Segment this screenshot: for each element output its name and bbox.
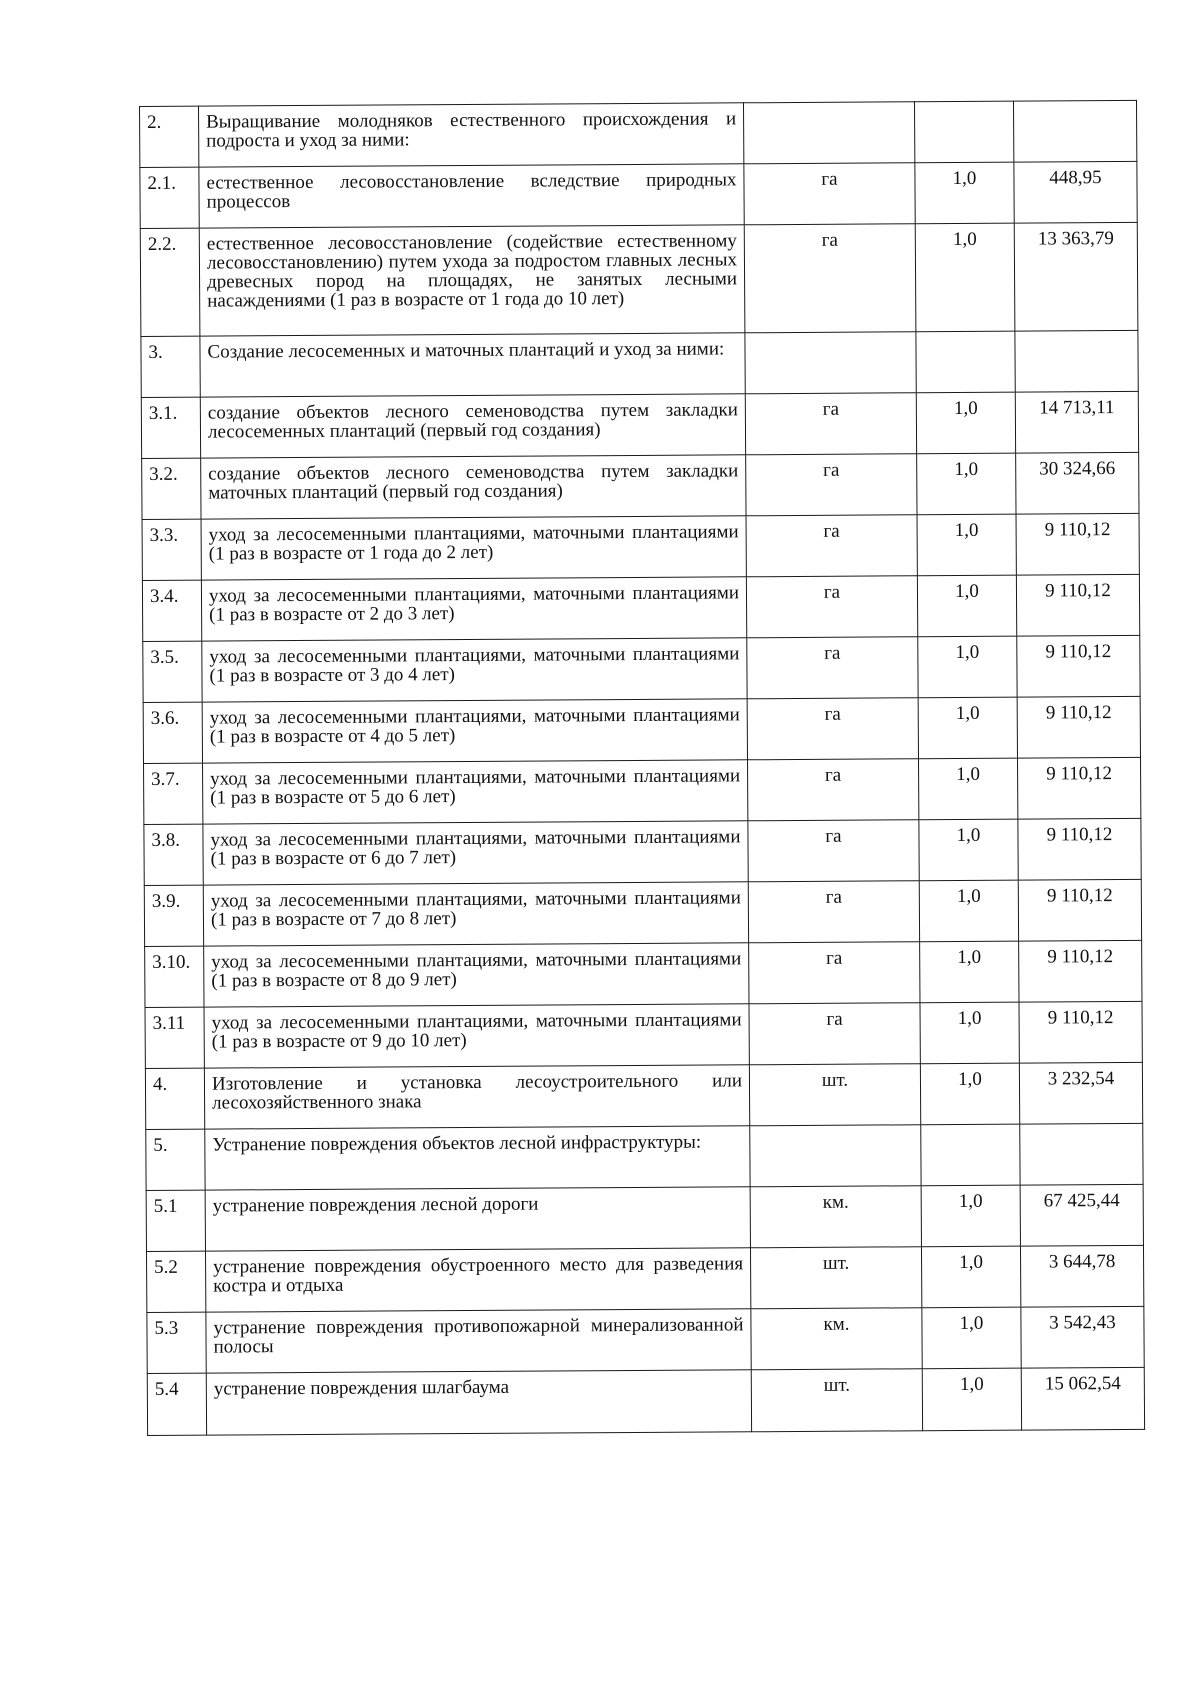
table-row (142, 513, 1139, 580)
unit-of-measure-cell (750, 1125, 921, 1187)
coefficient-cell: 1,0 (917, 453, 1016, 515)
table-row (141, 330, 1138, 397)
row-number-cell: 3.9. (144, 885, 203, 946)
coefficient-cell (916, 331, 1015, 393)
row-number-cell: 3.4. (142, 580, 201, 641)
rate-value-cell: 9 110,12 (1017, 696, 1140, 758)
row-number-cell: 3.7. (144, 763, 203, 824)
work-name-cell: уход за лесосеменными плантациями, маточными плантациями (1 раз в возрасте от 3 до 4 лет) (202, 638, 747, 702)
unit-of-measure-cell: га (747, 698, 918, 760)
row-number-cell: 5.2 (146, 1251, 205, 1312)
unit-of-measure-cell (745, 332, 916, 394)
table-row (143, 696, 1140, 763)
unit-of-measure-cell: шт. (751, 1369, 922, 1432)
row-number-cell: 2. (140, 106, 199, 167)
rate-value-cell: 13 363,79 (1014, 222, 1138, 331)
coefficient-cell: 1,0 (917, 514, 1016, 576)
table-row (146, 1184, 1143, 1251)
table-row (143, 635, 1140, 702)
rate-value-cell: 3 542,43 (1021, 1306, 1144, 1368)
coefficient-cell: 1,0 (922, 1368, 1021, 1431)
coefficient-cell: 1,0 (920, 941, 1019, 1003)
rate-value-cell: 9 110,12 (1016, 513, 1139, 575)
coefficient-cell: 1,0 (919, 819, 1018, 881)
work-name-cell: Устранение повреждения объектов лесной инфраструктуры: (205, 1126, 750, 1190)
coefficient-cell (914, 101, 1013, 163)
work-name-cell: уход за лесосеменными плантациями, маточными плантациями (1 раз в возрасте от 9 до 10 лет) (204, 1004, 749, 1068)
rate-value-cell: 14 713,11 (1015, 391, 1138, 453)
table-row (140, 100, 1137, 167)
rate-value-cell: 9 110,12 (1018, 757, 1141, 819)
unit-of-measure-cell: шт. (750, 1247, 921, 1309)
coefficient-cell: 1,0 (921, 1246, 1020, 1308)
coefficient-cell (921, 1124, 1020, 1186)
row-number-cell: 3.1. (141, 397, 200, 458)
unit-of-measure-cell: га (746, 515, 917, 577)
coefficient-cell: 1,0 (920, 1063, 1019, 1125)
rate-value-cell (1013, 100, 1136, 162)
unit-of-measure-cell: га (745, 393, 916, 455)
coefficient-cell: 1,0 (917, 575, 1016, 637)
unit-of-measure-cell: км. (751, 1308, 922, 1370)
table-row (140, 161, 1137, 228)
rate-value-cell: 3 644,78 (1020, 1245, 1143, 1307)
unit-of-measure-cell: га (744, 224, 916, 333)
work-name-cell: создание объектов лесного семеноводства путем закладки лесосеменных плантаций (первый год создания) (200, 394, 745, 458)
table-row (142, 574, 1139, 641)
work-name-cell: устранение повреждения противопожарной минерализованной полосы (206, 1309, 751, 1373)
table-row (147, 1367, 1144, 1435)
work-name-cell: создание объектов лесного семеноводства путем закладки маточных плантаций (первый год создания) (201, 455, 746, 519)
unit-of-measure-cell: га (749, 1003, 920, 1065)
coefficient-cell: 1,0 (919, 758, 1018, 820)
rates-table (139, 100, 1145, 1436)
rate-value-cell: 9 110,12 (1019, 940, 1142, 1002)
work-name-cell: естественное лесовосстановление вследствие природных процессов (199, 164, 744, 228)
unit-of-measure-cell: га (748, 759, 919, 821)
coefficient-cell: 1,0 (921, 1185, 1020, 1247)
rate-value-cell: 9 110,12 (1018, 818, 1141, 880)
coefficient-cell: 1,0 (918, 697, 1017, 759)
table-row (145, 940, 1142, 1007)
work-name-cell: устранение повреждения лесной дороги (205, 1187, 750, 1251)
rate-value-cell (1020, 1123, 1143, 1185)
rate-value-cell: 30 324,66 (1016, 452, 1139, 514)
row-number-cell: 3.3. (142, 519, 201, 580)
table-row (145, 1001, 1142, 1068)
work-name-cell: уход за лесосеменными плантациями, маточными плантациями (1 раз в возрасте от 7 до 8 лет) (203, 882, 748, 946)
coefficient-cell: 1,0 (919, 880, 1018, 942)
table-row (142, 452, 1139, 519)
coefficient-cell: 1,0 (920, 1002, 1019, 1064)
table-row (140, 222, 1138, 336)
table-row (141, 391, 1138, 458)
coefficient-cell: 1,0 (922, 1307, 1021, 1369)
table-row (144, 757, 1141, 824)
unit-of-measure-cell: га (744, 163, 915, 225)
rates-table-body (140, 100, 1145, 1435)
row-number-cell: 5. (146, 1129, 205, 1190)
table-row (144, 818, 1141, 885)
work-name-cell: уход за лесосеменными плантациями, маточными плантациями (1 раз в возрасте от 4 до 5 лет) (202, 699, 747, 763)
work-name-cell: Создание лесосеменных и маточных плантаций и уход за ними: (200, 333, 745, 397)
rate-value-cell: 9 110,12 (1019, 1001, 1142, 1063)
row-number-cell: 4. (145, 1068, 204, 1129)
rate-value-cell: 9 110,12 (1018, 879, 1141, 941)
row-number-cell: 3.8. (144, 824, 203, 885)
coefficient-cell: 1,0 (918, 636, 1017, 698)
work-name-cell: уход за лесосеменными плантациями, маточными плантациями (1 раз в возрасте от 2 до 3 лет) (201, 577, 746, 641)
rate-value-cell: 9 110,12 (1016, 574, 1139, 636)
coefficient-cell: 1,0 (915, 162, 1014, 224)
row-number-cell: 3.2. (142, 458, 201, 519)
unit-of-measure-cell: га (748, 881, 919, 943)
rate-value-cell (1015, 330, 1138, 392)
table-row (146, 1123, 1143, 1190)
table-row (144, 879, 1141, 946)
work-name-cell: Изготовление и установка лесоустроительного или лесохозяйственного знака (204, 1065, 749, 1129)
table-row (145, 1062, 1142, 1129)
row-number-cell: 2.1. (140, 167, 199, 228)
table-row (147, 1306, 1144, 1373)
work-name-cell: уход за лесосеменными плантациями, маточными плантациями (1 раз в возрасте от 6 до 7 лет) (203, 821, 748, 885)
rate-value-cell: 9 110,12 (1017, 635, 1140, 697)
work-name-cell: Выращивание молодняков естественного происхождения и подроста и уход за ними: (199, 103, 744, 167)
row-number-cell: 3.11 (145, 1007, 204, 1068)
row-number-cell: 3. (141, 336, 200, 397)
row-number-cell: 3.6. (143, 702, 202, 763)
work-name-cell: естественное лесовосстановление (содействие естественному лесовосстановлению) путем ухода за подростом главных лесных древесных пород на площадях, не занятых лесными насаждениями (1 раз в возрасте от 1 года до 10 лет) (199, 225, 745, 336)
coefficient-cell: 1,0 (916, 392, 1015, 454)
rate-value-cell: 67 425,44 (1020, 1184, 1143, 1246)
unit-of-measure-cell: км. (750, 1186, 921, 1248)
rate-value-cell: 3 232,54 (1019, 1062, 1142, 1124)
rate-value-cell: 448,95 (1014, 161, 1137, 223)
unit-of-measure-cell: га (747, 637, 918, 699)
row-number-cell: 2.2. (140, 228, 200, 336)
row-number-cell: 3.5. (143, 641, 202, 702)
row-number-cell: 5.1 (146, 1190, 205, 1251)
work-name-cell: уход за лесосеменными плантациями, маточными плантациями (1 раз в возрасте от 8 до 9 лет) (204, 943, 749, 1007)
row-number-cell: 3.10. (145, 946, 204, 1007)
rate-value-cell: 15 062,54 (1021, 1367, 1144, 1430)
unit-of-measure-cell: га (746, 454, 917, 516)
unit-of-measure-cell: га (748, 820, 919, 882)
work-name-cell: устранение повреждения шлагбаума (206, 1370, 751, 1435)
unit-of-measure-cell: шт. (749, 1064, 920, 1126)
row-number-cell: 5.4 (147, 1373, 206, 1435)
coefficient-cell: 1,0 (915, 223, 1015, 332)
work-name-cell: устранение повреждения обустроенного место для разведения костра и отдыха (205, 1248, 750, 1312)
unit-of-measure-cell: га (749, 942, 920, 1004)
table-row (146, 1245, 1143, 1312)
unit-of-measure-cell (743, 102, 914, 164)
row-number-cell: 5.3 (147, 1312, 206, 1373)
unit-of-measure-cell: га (746, 576, 917, 638)
work-name-cell: уход за лесосеменными плантациями, маточными плантациями (1 раз в возрасте от 5 до 6 лет) (203, 760, 748, 824)
work-name-cell: уход за лесосеменными плантациями, маточными плантациями (1 раз в возрасте от 1 года до 2 лет) (201, 516, 746, 580)
